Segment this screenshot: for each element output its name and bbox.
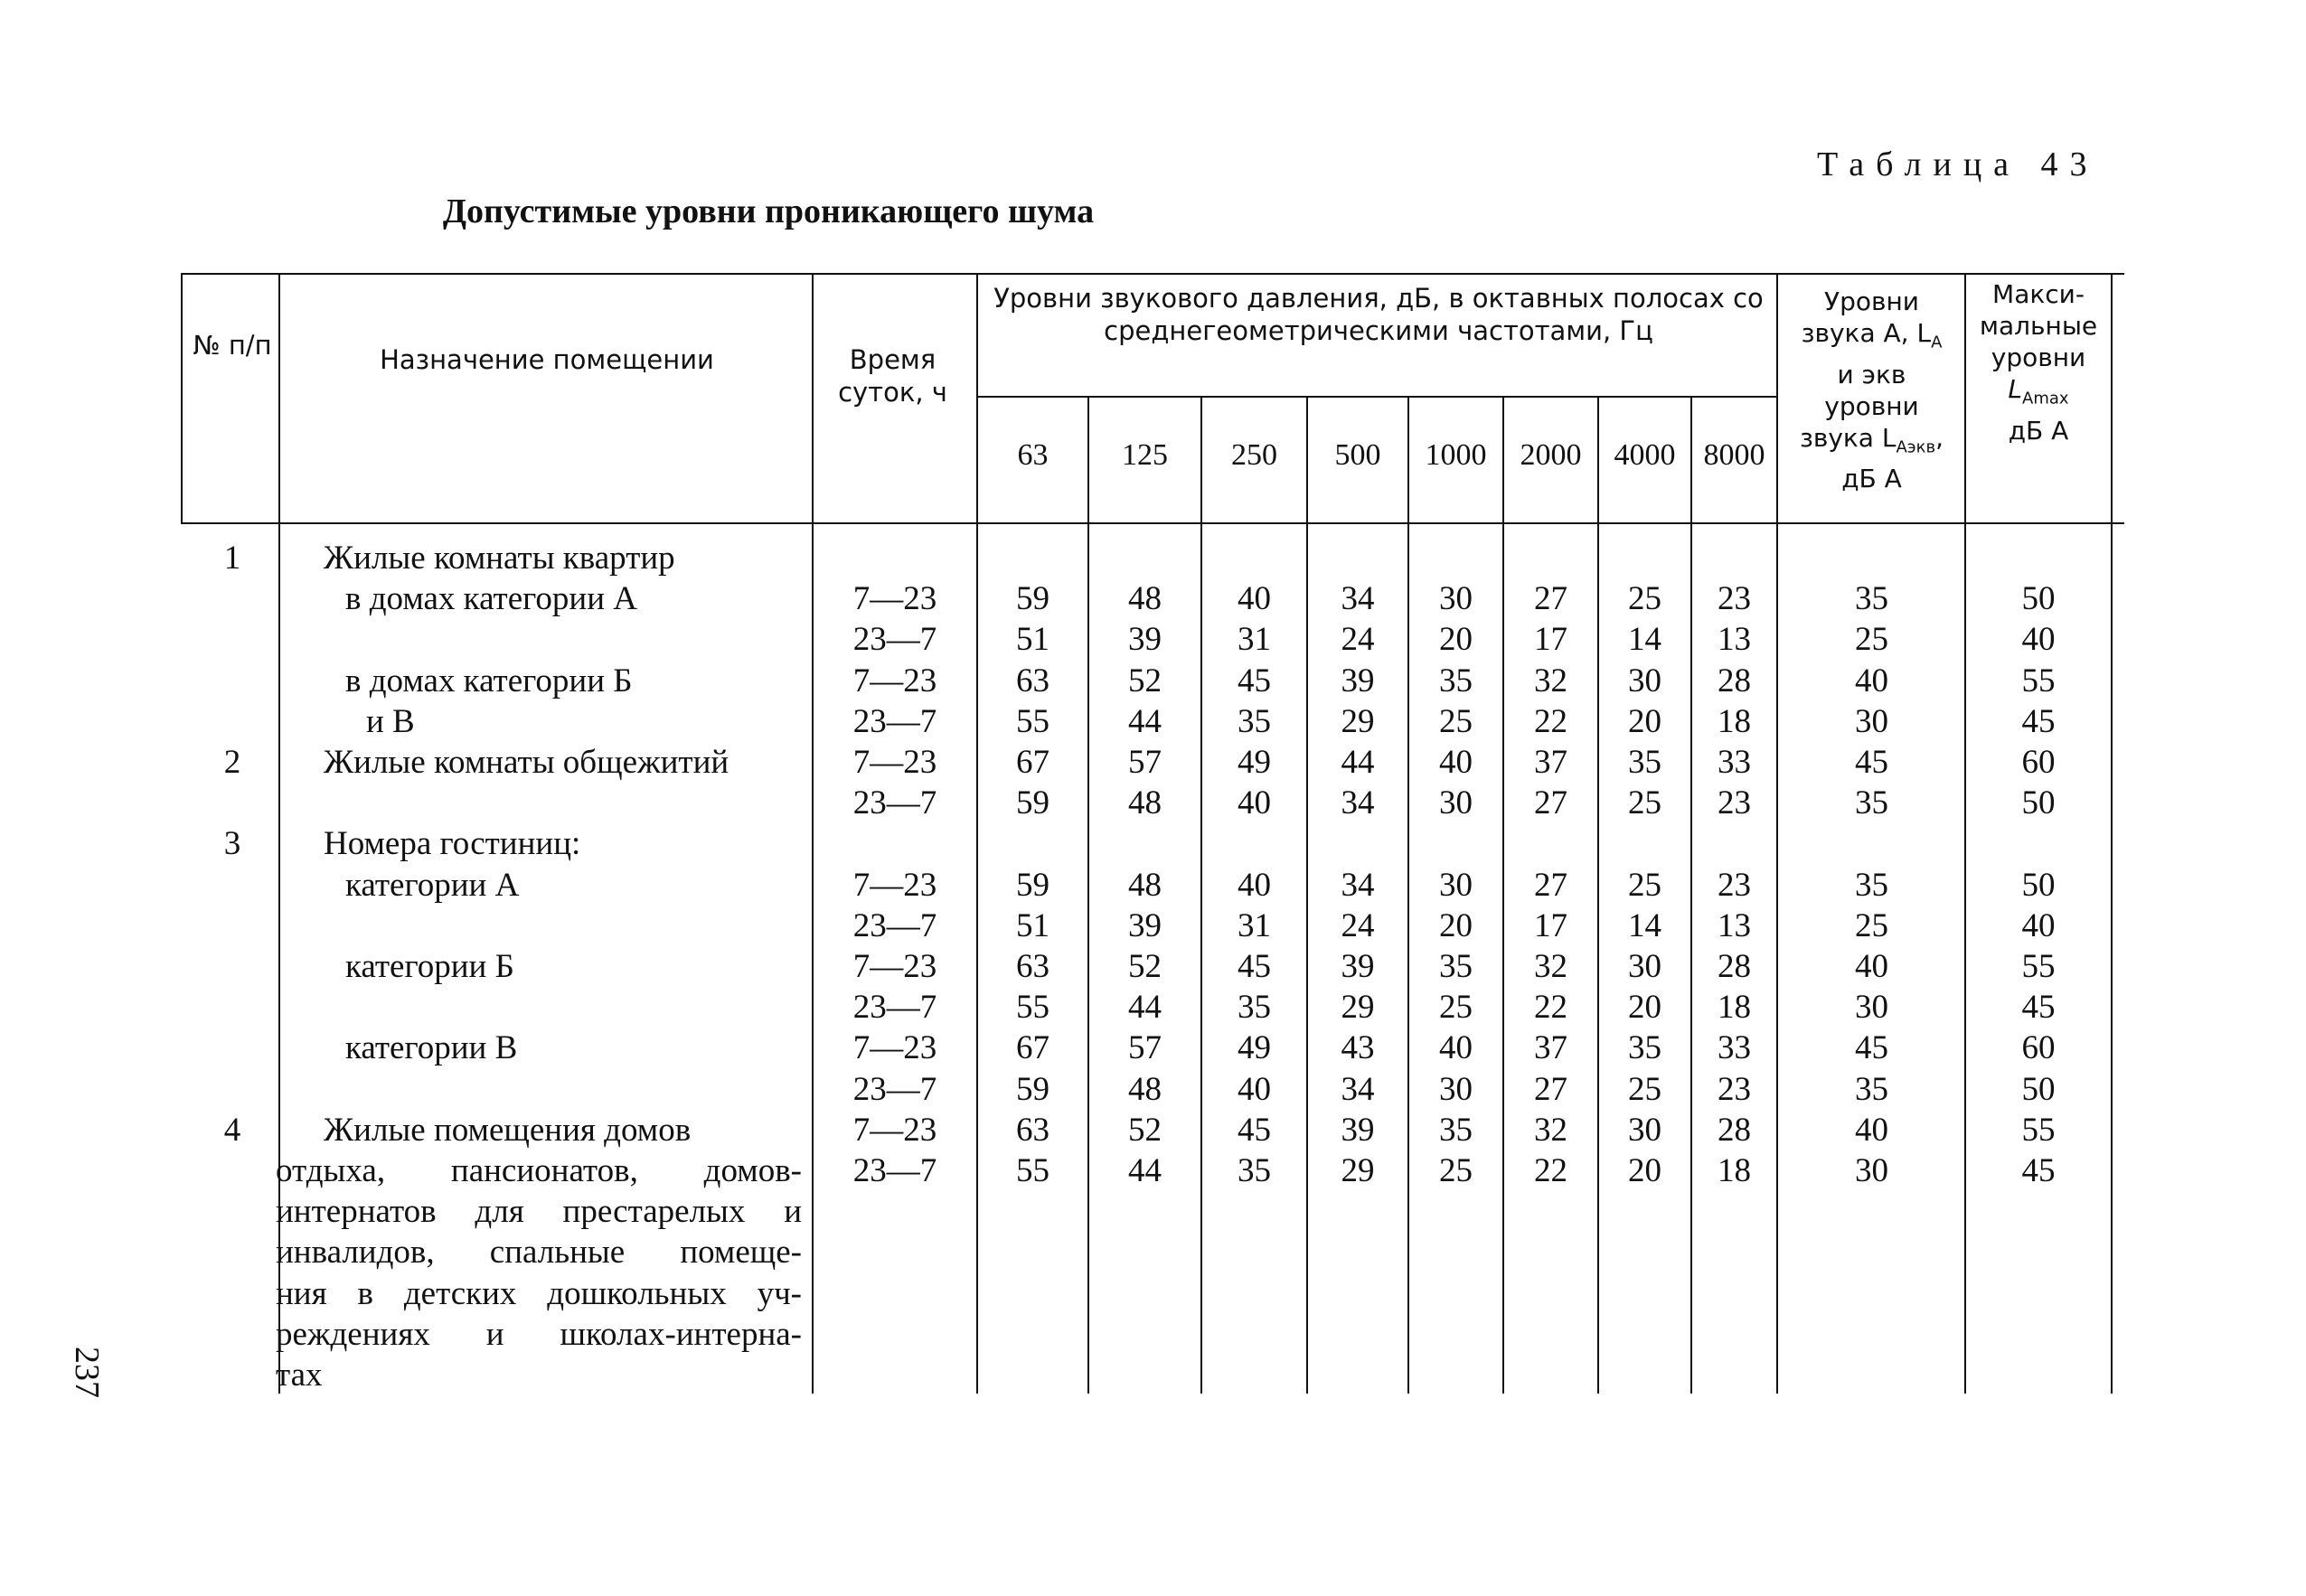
cell-octave-level: 63 [1016,1111,1049,1149]
cell-octave-level: 40 [1439,744,1473,781]
cell-max-level: 45 [2021,989,2056,1027]
cell-octave-level: 37 [1534,1029,1567,1067]
cell-octave-level: 44 [1128,989,1162,1027]
cell-sound-level: 40 [1855,1111,1888,1149]
cell-octave-level: 22 [1534,702,1567,740]
cell-sound-level: 35 [1855,580,1888,618]
cell-octave-level: 34 [1341,866,1375,904]
row-description: Жилые комнаты квартир [324,540,675,577]
header-no-label: № п/п [193,330,272,361]
row-description: в домах категории А [345,580,637,618]
cell-octave-level: 40 [1238,580,1271,618]
header-purpose: Назначение помещении [380,344,714,375]
cell-sound-level: 40 [1855,948,1888,985]
cell-sound-level: 25 [1855,621,1888,659]
row-description: реждениях и школах-интерна- [276,1315,802,1353]
cell-octave-level: 28 [1718,1111,1751,1149]
cell-octave-level: 51 [1016,906,1049,944]
cell-octave-level: 28 [1718,948,1751,985]
cell-sound-level: 25 [1855,906,1888,944]
cell-octave-level: 39 [1128,621,1162,659]
cell-octave-level: 39 [1128,906,1162,944]
row-time: 7—23 [852,580,937,618]
cell-octave-level: 57 [1128,1029,1162,1067]
cell-octave-level: 44 [1128,702,1162,740]
octave-header-divider [978,396,1778,398]
cell-octave-level: 67 [1016,1029,1049,1067]
freq-8000: 8000 [1703,438,1765,472]
cell-octave-level: 13 [1718,906,1751,944]
cell-octave-level: 25 [1628,1070,1661,1108]
cell-octave-level: 45 [1238,1111,1271,1149]
cell-octave-level: 23 [1718,866,1751,904]
row-time: 23—7 [852,989,937,1027]
cell-octave-level: 39 [1341,948,1375,985]
cell-octave-level: 35 [1238,702,1271,740]
cell-octave-level: 39 [1341,662,1375,699]
header-bottom-border [181,522,2124,524]
cell-octave-level: 20 [1628,989,1661,1027]
cell-octave-level: 52 [1128,948,1162,985]
row-description: отдыха, пансионатов, домов- [276,1152,802,1189]
header-time: Время суток, ч [838,344,947,408]
row-description: и В [366,702,415,740]
cell-octave-level: 20 [1439,906,1473,944]
cell-octave-level: 29 [1341,1152,1375,1189]
row-description: ния в детских дошкольных уч- [276,1274,802,1312]
cell-octave-level: 27 [1534,1070,1567,1108]
row-description: инвалидов, спальные помеще- [276,1234,802,1272]
cell-octave-level: 20 [1628,702,1661,740]
cell-octave-level: 34 [1341,784,1375,822]
cell-octave-level: 57 [1128,744,1162,781]
cell-sound-level: 35 [1855,784,1888,822]
cell-octave-level: 24 [1341,621,1375,659]
col-border-purpose [812,273,814,1394]
cell-octave-level: 23 [1718,784,1751,822]
cell-octave-level: 17 [1534,621,1567,659]
row-description: категории А [345,866,520,904]
header-lmax-line3: уровни [1991,343,2086,372]
cell-octave-level: 59 [1016,1070,1049,1108]
row-description: Жилые помещения домов [324,1111,692,1149]
cell-octave-level: 48 [1128,580,1162,618]
header-lmax-sub: Amax [2022,389,2069,408]
col-border-right [2111,273,2113,1394]
cell-octave-level: 35 [1238,989,1271,1027]
row-number: 3 [223,825,241,863]
cell-octave-level: 25 [1628,866,1661,904]
row-description: категории В [345,1029,518,1067]
row-time: 7—23 [852,948,937,985]
cell-octave-level: 30 [1439,784,1473,822]
cell-sound-level: 30 [1855,702,1888,740]
cell-octave-level: 27 [1534,866,1567,904]
cell-octave-level: 35 [1628,1029,1661,1067]
row-time: 7—23 [852,662,937,699]
cell-octave-level: 34 [1341,1070,1375,1108]
cell-max-level: 45 [2021,1152,2056,1189]
cell-octave-level: 27 [1534,580,1567,618]
cell-octave-level: 22 [1534,989,1567,1027]
row-time: 23—7 [852,1070,937,1108]
header-la-line2: звука А, $L_A$ [1801,318,1943,352]
row-number: 2 [223,744,241,781]
cell-octave-level: 37 [1534,744,1567,781]
cell-octave-level: 55 [1016,702,1049,740]
header-lmax-line4: $L_{Amax}$ [2008,374,2069,408]
cell-octave-level: 18 [1718,1152,1751,1189]
cell-octave-level: 27 [1534,784,1567,822]
cell-max-level: 55 [2021,948,2056,985]
cell-octave-level: 59 [1016,784,1049,822]
cell-octave-level: 30 [1628,1111,1661,1149]
cell-octave-level: 44 [1341,744,1375,781]
freq-500: 500 [1334,438,1381,472]
cell-octave-level: 18 [1718,989,1751,1027]
col-border-left [181,273,183,524]
header-lmax-line1: Макси- [1992,279,2085,309]
cell-max-level: 55 [2021,1111,2056,1149]
cell-octave-level: 55 [1016,989,1049,1027]
cell-octave-level: 30 [1628,948,1661,985]
cell-sound-level: 40 [1855,662,1888,699]
cell-octave-level: 35 [1628,744,1661,781]
cell-octave-level: 24 [1341,906,1375,944]
cell-octave-level: 48 [1128,784,1162,822]
cell-octave-level: 25 [1628,580,1661,618]
row-description: Номера гостиниц: [324,825,581,863]
cell-octave-level: 30 [1628,662,1661,699]
header-la-sub2: Aэкв [1896,437,1936,457]
header-no [192,329,273,361]
cell-octave-level: 20 [1439,621,1473,659]
cell-octave-level: 14 [1628,906,1661,944]
cell-octave-level: 44 [1128,1152,1162,1189]
cell-octave-level: 35 [1238,1152,1271,1189]
cell-octave-level: 43 [1341,1029,1375,1067]
cell-max-level: 50 [2021,580,2056,618]
cell-octave-level: 31 [1238,621,1271,659]
header-la-line1: Уровни [1824,286,1919,316]
table-label: Таблица 43 [1817,146,2099,183]
cell-octave-level: 30 [1439,866,1473,904]
cell-octave-level: 34 [1341,580,1375,618]
cell-octave-level: 52 [1128,1111,1162,1149]
cell-max-level: 50 [2021,1070,2056,1108]
cell-max-level: 60 [2021,1029,2056,1067]
row-description: интернатов для престарелых и [276,1193,802,1231]
cell-octave-level: 45 [1238,662,1271,699]
row-time: 7—23 [852,1111,937,1149]
row-description: в домах категории Б [345,662,633,699]
row-time: 23—7 [852,702,937,740]
header-la-line5: звука $L_{Aэкв}$, [1799,422,1944,457]
header-octave: Уровни звукового давления, дБ, в октавных полосах со среднегеометрическими частотами, Гц [993,283,1764,346]
freq-1000: 1000 [1425,438,1487,472]
cell-octave-level: 28 [1718,662,1751,699]
cell-octave-level: 49 [1238,1029,1271,1067]
cell-octave-level: 45 [1238,948,1271,985]
row-time: 23—7 [852,906,937,944]
freq-4000: 4000 [1614,438,1676,472]
cell-octave-level: 48 [1128,1070,1162,1108]
col-border-8000 [1776,273,1778,1394]
row-time: 7—23 [852,744,937,781]
table-top-border [181,273,2124,275]
cell-octave-level: 22 [1534,1152,1567,1189]
cell-octave-level: 40 [1238,1070,1271,1108]
header-lmax [1966,278,2111,446]
row-description: тах [276,1357,323,1394]
cell-octave-level: 13 [1718,621,1751,659]
cell-octave-level: 51 [1016,621,1049,659]
cell-octave-level: 30 [1439,580,1473,618]
cell-octave-level: 20 [1628,1152,1661,1189]
freq-2000: 2000 [1520,438,1582,472]
cell-octave-level: 63 [1016,948,1049,985]
cell-octave-level: 31 [1238,906,1271,944]
freq-250: 250 [1231,438,1277,472]
header-lmax-line5: дБ А [2008,415,2069,446]
cell-octave-level: 25 [1439,702,1473,740]
cell-sound-level: 30 [1855,989,1888,1027]
cell-octave-level: 32 [1534,948,1567,985]
cell-octave-level: 48 [1128,866,1162,904]
cell-octave-level: 17 [1534,906,1567,944]
cell-octave-level: 29 [1341,989,1375,1027]
cell-octave-level: 40 [1238,866,1271,904]
cell-max-level: 50 [2021,866,2056,904]
cell-octave-level: 33 [1718,744,1751,781]
cell-octave-level: 25 [1439,1152,1473,1189]
table-title: Допустимые уровни проникающего шума [442,192,1095,230]
row-time: 23—7 [852,784,937,822]
cell-octave-level: 52 [1128,662,1162,699]
row-description: категории Б [345,948,514,985]
cell-max-level: 40 [2021,906,2056,944]
header-la-line3: и экв [1837,359,1906,390]
cell-sound-level: 35 [1855,1070,1888,1108]
row-time: 23—7 [852,621,937,659]
cell-octave-level: 39 [1341,1111,1375,1149]
cell-max-level: 45 [2021,702,2056,740]
cell-sound-level: 35 [1855,866,1888,904]
cell-octave-level: 14 [1628,621,1661,659]
row-description: Жилые комнаты общежитий [324,744,729,781]
cell-octave-level: 32 [1534,662,1567,699]
cell-octave-level: 59 [1016,866,1049,904]
cell-octave-level: 25 [1628,784,1661,822]
cell-max-level: 50 [2021,784,2056,822]
freq-125: 125 [1122,438,1168,472]
cell-octave-level: 49 [1238,744,1271,781]
header-lmax-line2: мальные [1979,311,2098,341]
header-la-line4: уровни [1824,390,1919,421]
row-time: 7—23 [852,866,937,904]
cell-octave-level: 32 [1534,1111,1567,1149]
cell-max-level: 55 [2021,662,2056,699]
cell-octave-level: 40 [1238,784,1271,822]
header-la [1779,286,1964,494]
cell-sound-level: 45 [1855,1029,1888,1067]
cell-octave-level: 40 [1439,1029,1473,1067]
cell-octave-level: 33 [1718,1029,1751,1067]
cell-octave-level: 35 [1439,1111,1473,1149]
cell-octave-level: 35 [1439,662,1473,699]
cell-octave-level: 55 [1016,1152,1049,1189]
cell-octave-level: 23 [1718,1070,1751,1108]
page-number: 237 [68,1347,106,1398]
cell-octave-level: 63 [1016,662,1049,699]
cell-octave-level: 25 [1439,989,1473,1027]
cell-max-level: 40 [2021,621,2056,659]
cell-max-level: 60 [2021,744,2056,781]
row-number: 4 [223,1111,241,1149]
cell-octave-level: 67 [1016,744,1049,781]
cell-octave-level: 35 [1439,948,1473,985]
cell-octave-level: 59 [1016,580,1049,618]
freq-63: 63 [1017,438,1049,472]
header-la-line6: дБ А [1841,464,1902,494]
cell-sound-level: 30 [1855,1152,1888,1189]
row-number: 1 [223,540,241,577]
cell-octave-level: 30 [1439,1070,1473,1108]
cell-sound-level: 45 [1855,744,1888,781]
cell-octave-level: 23 [1718,580,1751,618]
row-time: 23—7 [852,1152,937,1189]
cell-octave-level: 29 [1341,702,1375,740]
cell-octave-level: 18 [1718,702,1751,740]
row-time: 7—23 [852,1029,937,1067]
header-la-sub1: A [1931,333,1943,352]
